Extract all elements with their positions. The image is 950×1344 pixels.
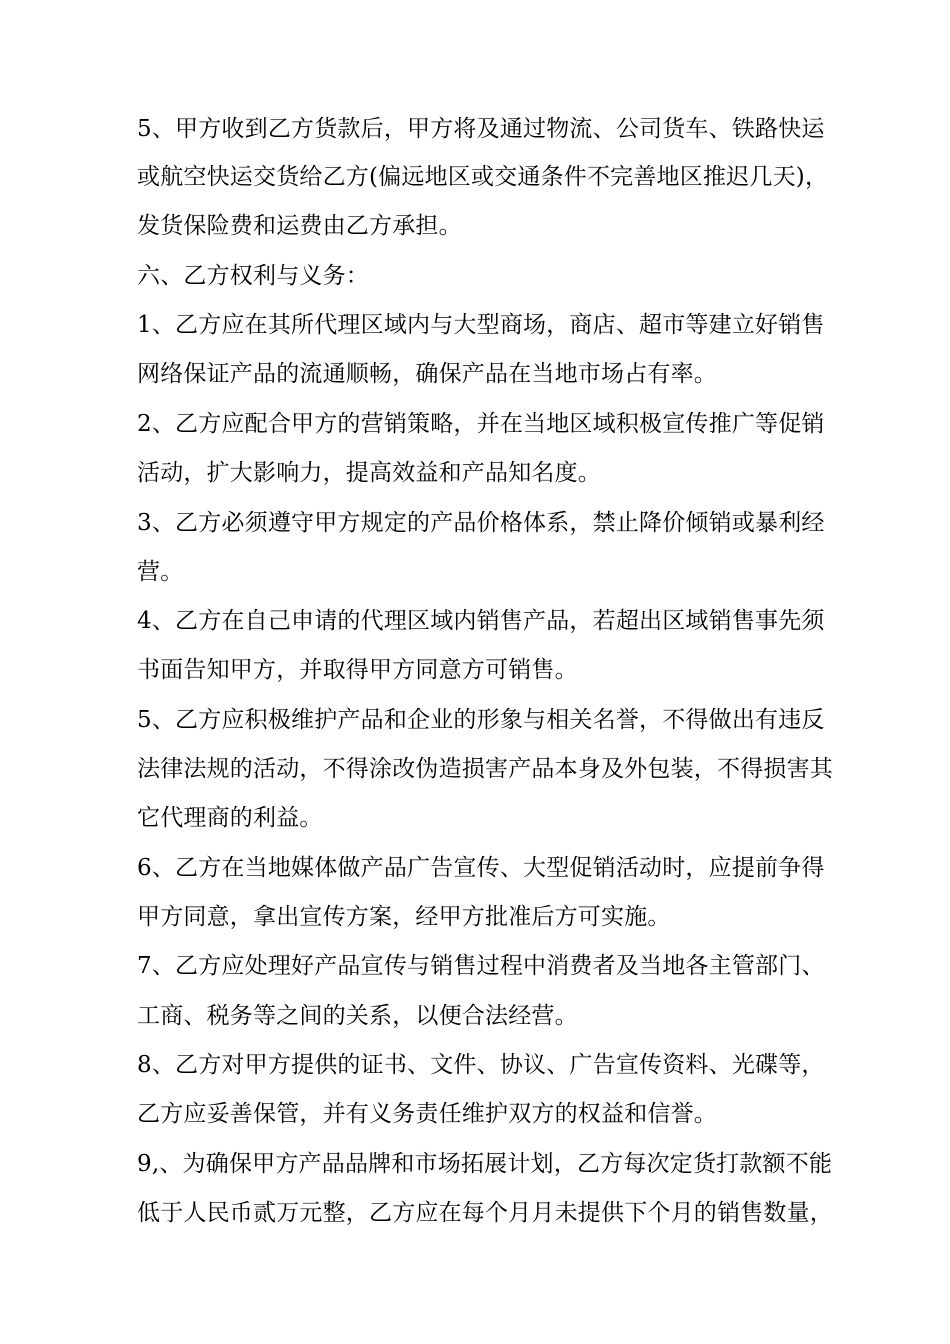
text-line: 乙方应妥善保管，并有义务责任维护双方的权益和信誉。 [137,1101,717,1127]
text-line: 工商、税务等之间的关系，以便合法经营。 [137,1003,578,1029]
text-line: 营。 [137,559,184,585]
text-line: 7、乙方应处理好产品宣传与销售过程中消费者及当地各主管部门、 [137,953,825,979]
text-line: 3、乙方必须遵守甲方规定的产品价格体系，禁止降价倾销或暴利经 [137,510,825,536]
text-line: 4、乙方在自己申请的代理区域内销售产品，若超出区域销售事先须 [137,608,825,634]
text-line: 6、乙方在当地媒体做产品广告宣传、大型促销活动时，应提前争得 [137,855,825,881]
text-line: 书面告知甲方，并取得甲方同意方可销售。 [137,657,578,683]
section-heading: 六、乙方权利与义务： [137,263,369,289]
text-line: 2、乙方应配合甲方的营销策略，并在当地区域积极宣传推广等促销 [137,411,825,437]
text-line: 低于人民币贰万元整，乙方应在每个月月未提供下个月的销售数量， [137,1200,833,1226]
text-line: 5、甲方收到乙方货款后，甲方将及通过物流、公司货车、铁路快运 [137,116,825,142]
text-line: 活动，扩大影响力，提高效益和产品知名度。 [137,460,601,486]
text-line: 甲方同意，拿出宣传方案，经甲方批准后方可实施。 [137,904,671,930]
text-line: 5、乙方应积极维护产品和企业的形象与相关名誉，不得做出有违反 [137,707,825,733]
text-line: 8、乙方对甲方提供的证书、文件、协议、广告宣传资料、光碟等， [137,1052,825,1078]
text-line: 它代理商的利益。 [137,805,323,831]
text-line: 网络保证产品的流通顺畅，确保产品在当地市场占有率。 [137,361,717,387]
text-line: 或航空快运交货给乙方(偏远地区或交通条件不完善地区推迟几天)， [137,164,829,190]
text-line: 法律法规的活动，不得涂改伪造损害产品本身及外包装，不得损害其 [137,756,833,782]
text-line: 1、乙方应在其所代理区域内与大型商场，商店、超市等建立好销售 [137,312,825,338]
text-line: 9,、为确保甲方产品品牌和市场拓展计划，乙方每次定货打款额不能 [137,1151,833,1177]
text-line: 发货保险费和运费由乙方承担。 [137,213,462,239]
